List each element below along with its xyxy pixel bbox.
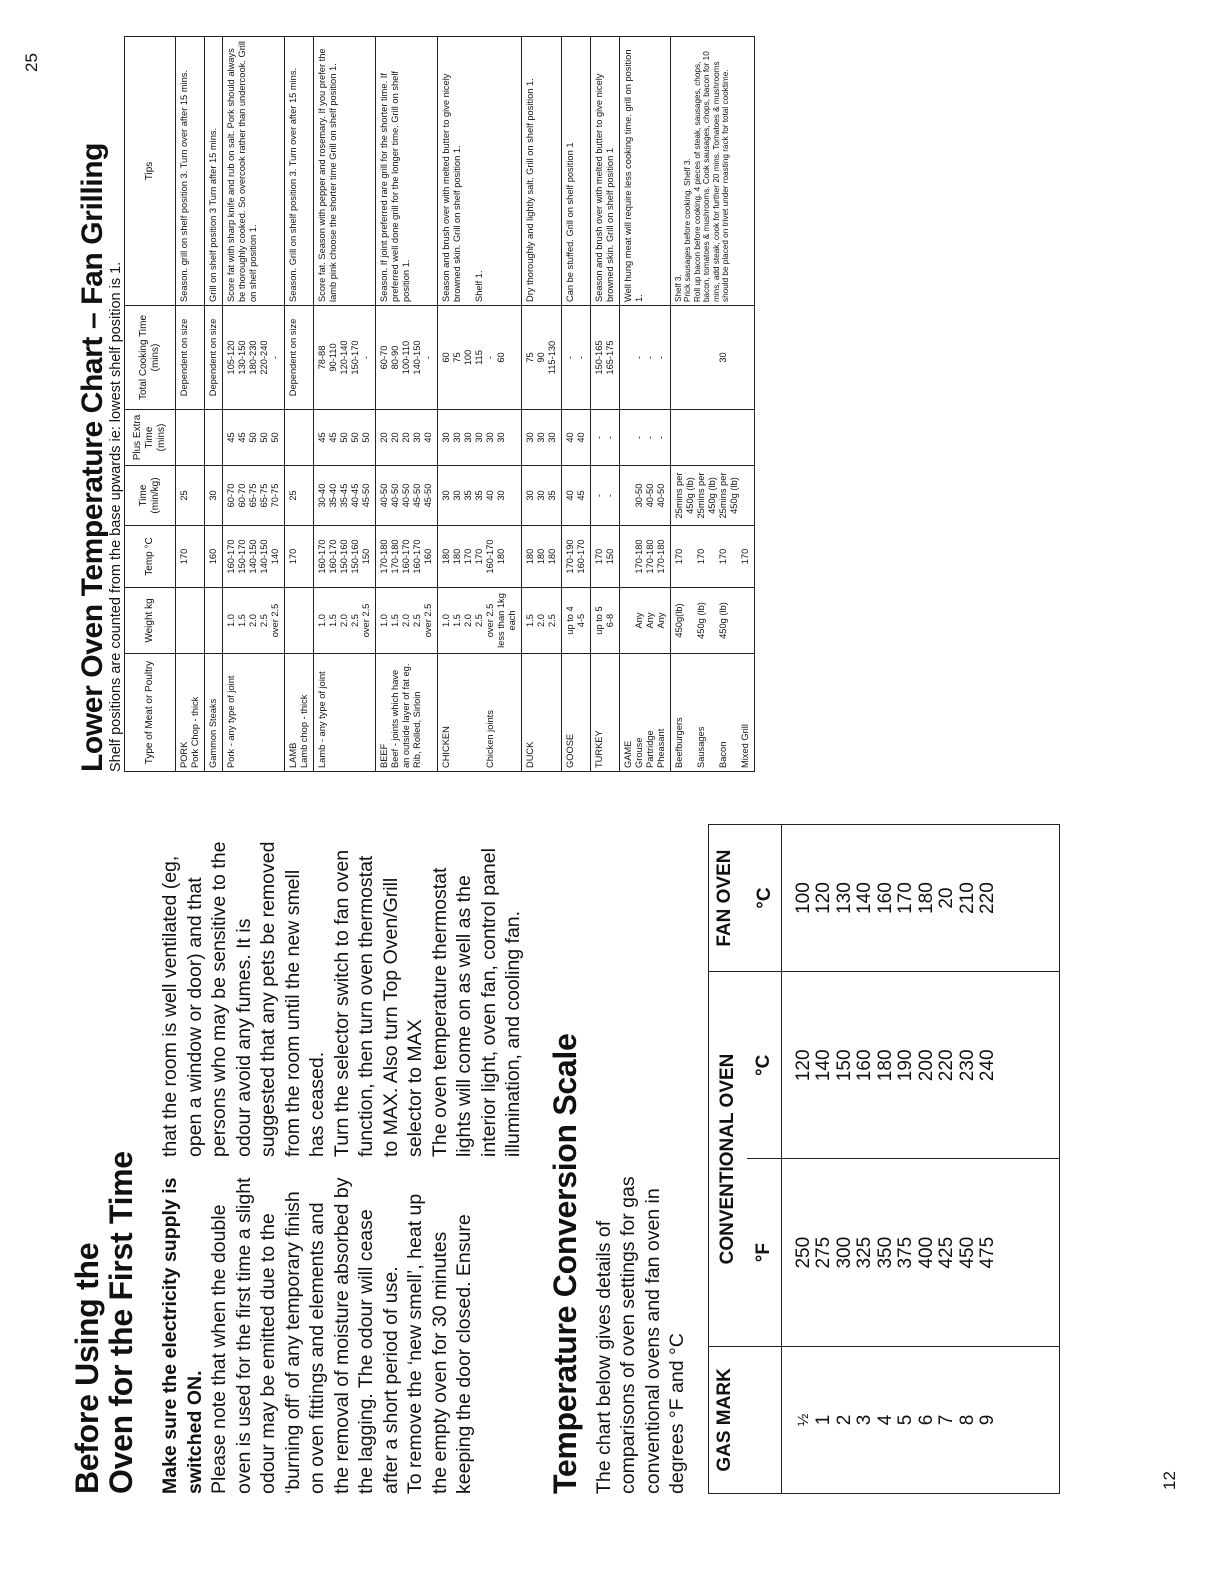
first-time-text — [158, 834, 526, 1494]
grilling-cell — [671, 410, 755, 466]
grilling-cell — [376, 466, 438, 526]
conversion-row — [958, 825, 979, 1494]
grilling-cell-text: Beefburgers Sausages Bacon Mixed Grill — [674, 717, 750, 768]
grilling-cell-text: - - - — [634, 435, 666, 440]
conversion-cell-f: 400 — [917, 1159, 938, 1346]
grilling-cell-text: LAMB Lamb chop - thick — [288, 694, 309, 768]
grilling-row — [522, 37, 562, 772]
grilling-cell — [285, 306, 314, 410]
grilling-cell-text: Grill on shelf position 3 Turn after 15 mins. — [208, 127, 218, 302]
grilling-cell — [314, 526, 376, 588]
bold-intro: Make sure the electricity supply is switched ON. — [159, 1177, 206, 1494]
grilling-cell-text: Pork - any type of joint — [226, 675, 236, 768]
grilling-cell-text: PORK Pork Chop - thick — [179, 696, 200, 768]
grilling-cell-text: Dry thoroughly and lightly salt. Grill on shelf position 1. — [525, 78, 535, 302]
conversion-cell-f: 275 — [814, 1159, 835, 1346]
conversion-cell-gas: 2 — [835, 1346, 856, 1493]
grilling-cell-text: 1.0 1.5 2.0 2.5 over 2.5 less than 1kg each — [441, 593, 517, 648]
grilling-cell-text: Dependent on size — [208, 318, 218, 397]
grilling-cell — [438, 410, 522, 466]
grilling-cell-text: 1.0 1.5 2.0 2.5 over 2.5 — [226, 603, 280, 638]
conversion-cell-f: 250 — [781, 1159, 814, 1346]
grilling-cell — [620, 37, 671, 306]
grilling-cell — [223, 526, 285, 588]
grilling-cell — [223, 410, 285, 466]
grilling-cell — [591, 37, 620, 306]
grilling-cell-text: 170 — [179, 548, 189, 565]
grilling-cell — [671, 306, 755, 410]
grilling-header-cell: Time (min/kg) — [125, 466, 176, 526]
conversion-cell-c: 200 — [917, 972, 938, 1159]
grilling-cell — [223, 466, 285, 526]
grilling-cell-text: - - — [565, 355, 586, 360]
grilling-cell-text: 60-70 80-90 100-110 140-150 - — [379, 340, 433, 375]
grilling-cell-text: Gammon Steaks — [208, 698, 218, 768]
conversion-cell-gas: 1 — [814, 1346, 835, 1493]
grilling-cell-text: 30 30 30 30 30 30 — [441, 432, 506, 443]
grilling-table — [124, 36, 755, 772]
grilling-cell-text: 180 180 180 — [525, 548, 557, 565]
grilling-cell — [438, 37, 522, 306]
conversion-cell-gas: 6 — [917, 1346, 938, 1493]
title-line-2: Oven for the First Time — [103, 1151, 139, 1494]
conversion-cell-gas: 5 — [896, 1346, 917, 1493]
grilling-cell — [285, 654, 314, 772]
grilling-cell — [205, 526, 223, 588]
conversion-cell-gas: 9 — [978, 1346, 1059, 1493]
paragraph-3: Turn the selector switch to fan oven function, then turn oven thermostat to MAX. Also turn Top Oven/Grill selector to MAX — [330, 849, 426, 1157]
grilling-cell-text: DUCK — [525, 741, 535, 768]
grilling-cell — [285, 588, 314, 654]
grilling-cell-text: GAME Grouse Partridge Pheasant — [623, 728, 666, 768]
grilling-cell-text: 25 — [288, 490, 298, 501]
grilling-cell — [591, 410, 620, 466]
grilling-cell — [285, 526, 314, 588]
grilling-cell-text: CHICKEN Chicken joints — [441, 710, 495, 768]
grilling-header-cell: Type of Meat or Poultry — [125, 654, 176, 772]
c-header: °C — [747, 972, 781, 1159]
grilling-cell-text: 30 — [208, 490, 218, 501]
fan-oven-header — [708, 825, 781, 972]
right-page — [78, 42, 755, 772]
conversion-cell-gas: 8 — [958, 1346, 979, 1493]
grilling-cell-text: 160 — [208, 548, 218, 565]
conversion-row — [835, 825, 856, 1494]
grilling-row — [671, 37, 755, 772]
grilling-cell — [205, 410, 223, 466]
grilling-header-cell: Weight kg — [125, 588, 176, 654]
grilling-cell-text: - - — [594, 493, 615, 498]
conversion-cell-gas: 3 — [855, 1346, 876, 1493]
conversion-row — [876, 825, 897, 1494]
conversion-cell-c: 220 — [937, 972, 958, 1159]
grilling-cell — [438, 588, 522, 654]
grilling-cell — [438, 466, 522, 526]
grilling-cell-text: Season. grill on shelf position 3. Turn over after 15 mins. — [179, 69, 189, 302]
conversion-row — [917, 825, 938, 1494]
conversion-cell-fan: 140 — [855, 825, 876, 972]
conversion-cell-fan: 180 — [917, 825, 938, 972]
conversion-row — [781, 825, 814, 1494]
grilling-cell — [176, 526, 205, 588]
grilling-cell — [176, 37, 205, 306]
conversion-cell-gas: 4 — [876, 1346, 897, 1493]
grilling-cell — [314, 654, 376, 772]
grilling-cell — [285, 410, 314, 466]
grilling-cell — [205, 654, 223, 772]
grilling-row — [285, 37, 314, 772]
grilling-rows — [176, 37, 755, 772]
grilling-cell-text: 30-40 35-40 35-45 40-45 45-50 — [317, 483, 371, 508]
conversion-row — [896, 825, 917, 1494]
grilling-cell — [671, 37, 755, 306]
conversion-cell-fan: 210 — [958, 825, 979, 972]
conversion-title: Temperature Conversion Scale — [546, 1033, 583, 1494]
grilling-cell — [591, 654, 620, 772]
grilling-cell — [376, 588, 438, 654]
grilling-cell-text: Well hung meat will require less cooking time. grill on position 1. — [623, 49, 644, 302]
paragraph-4: The oven temperature thermostat lights will come on as well as the interior light, oven fan, control panel illumination, and cooling fan. — [428, 848, 524, 1157]
grilling-cell — [176, 466, 205, 526]
grilling-cell — [562, 466, 591, 526]
conversion-cell-f: 325 — [855, 1159, 876, 1346]
grilling-row — [205, 37, 223, 772]
grilling-cell-text: 25 — [179, 490, 189, 501]
conversion-cell-c: 120 — [781, 972, 814, 1159]
grilling-cell-text: GOOSE — [565, 733, 575, 768]
grilling-cell-text: Lamb - any type of joint — [317, 671, 327, 768]
conversion-cell-fan: 220 — [978, 825, 1059, 972]
grilling-cell-text: 1.0 1.5 2.0 2.5 over 2.5 — [317, 603, 371, 638]
grilling-cell-text: 170-180 170-180 170-180 — [634, 539, 666, 574]
grilling-cell-text: Season. Grill on shelf position 3. Turn over after 15 mins. — [288, 67, 298, 302]
grilling-cell — [522, 37, 562, 306]
grilling-cell — [562, 410, 591, 466]
grilling-row — [562, 37, 591, 772]
grilling-cell — [314, 37, 376, 306]
grilling-row — [223, 37, 285, 772]
grilling-cell-text: up to 5 6-8 — [594, 606, 615, 635]
grilling-cell-text: 1.0 1.5 2.0 2.5 over 2.5 — [379, 603, 433, 638]
conversion-rows — [781, 825, 1059, 1494]
grilling-cell-text: Dependent on size — [179, 318, 189, 397]
grilling-cell-text: 450g(lb) 450g (lb) 450g (lb) — [674, 602, 728, 639]
grilling-cell — [223, 654, 285, 772]
fan-oven-label: FAN OVEN — [713, 849, 735, 947]
conversion-cell-gas: 7 — [937, 1346, 958, 1493]
grilling-cell-text: 30 — [718, 352, 728, 363]
grilling-cell-text: 25mins per 450g (lb) 25mins per 450g (lb) 25mins per 450g (lb) — [674, 472, 739, 519]
grilling-cell-text: Score fat. Season with pepper and rosemary. If you prefer the lamb pink choose the shorter time Grill on shelf position 1. — [317, 48, 338, 302]
grilling-cell — [562, 306, 591, 410]
grilling-subtitle: Shelf positions are counted from the base upwards ie: lowest shelf position is 1. — [108, 261, 124, 772]
grilling-cell-text: 150-165 165-175 — [594, 340, 615, 375]
first-time-title — [70, 834, 138, 1494]
conversion-cell-fan: 170 — [896, 825, 917, 972]
grilling-header-cell: Plus Extra Time (mins) — [125, 410, 176, 466]
conversion-row — [814, 825, 835, 1494]
grilling-cell-text: up to 4 4-5 — [565, 606, 586, 635]
grilling-cell — [376, 37, 438, 306]
conversion-cell-f: 425 — [937, 1159, 958, 1346]
grilling-cell — [522, 466, 562, 526]
conversion-cell-c: 240 — [978, 972, 1059, 1159]
grilling-cell — [223, 306, 285, 410]
conversion-cell-f: 300 — [835, 1159, 856, 1346]
grilling-cell-text: 170-180 170-180 160-170 160-170 160 — [379, 539, 433, 574]
grilling-cell — [620, 588, 671, 654]
grilling-cell — [522, 306, 562, 410]
conversion-cell-fan: 160 — [876, 825, 897, 972]
grilling-cell-text: Season and brush over with melted butter to give nicely browned skin. Grill on shelf position 1 — [594, 73, 615, 302]
grilling-header-cell: Total Cooking Time (mins) — [125, 306, 176, 410]
grilling-cell — [285, 37, 314, 306]
grilling-cell — [562, 37, 591, 306]
grilling-row — [376, 37, 438, 772]
grilling-cell — [314, 466, 376, 526]
conversion-row — [937, 825, 958, 1494]
conversion-cell-fan: 130 — [835, 825, 856, 972]
grilling-cell-text: Can be stuffed. Grill on shelf position 1 — [565, 142, 575, 302]
grilling-cell-text: 40-50 40-50 40-50 45-50 45-50 — [379, 483, 433, 508]
grilling-cell-text: 170 — [288, 548, 298, 565]
grilling-cell — [205, 306, 223, 410]
conversion-cell-c: 160 — [855, 972, 876, 1159]
title-line-1: Before Using the — [69, 1242, 105, 1494]
fan-c-label: °C — [753, 887, 775, 909]
grilling-cell — [620, 306, 671, 410]
grilling-cell — [438, 526, 522, 588]
grilling-cell — [176, 654, 205, 772]
conversion-intro: The chart below gives details of comparisons of oven settings for gas conventional ovens and fan oven in degrees °F and °C — [592, 1176, 688, 1494]
grilling-cell — [438, 654, 522, 772]
grilling-cell-text: 160-170 160-170 150-160 150-160 150 — [317, 539, 371, 574]
grilling-cell — [223, 588, 285, 654]
grilling-cell — [314, 306, 376, 410]
conversion-cell-fan: 100 — [781, 825, 814, 972]
gas-mark-header: GAS MARK — [708, 1346, 781, 1493]
grilling-cell-text: 45 45 50 50 50 — [317, 432, 371, 443]
grilling-cell-text: 180 180 170 170 160-170 180 — [441, 539, 506, 574]
text-column-2 — [158, 834, 526, 1157]
grilling-cell — [285, 466, 314, 526]
grilling-cell — [620, 466, 671, 526]
f-header: °F — [747, 1159, 781, 1346]
grilling-cell-text: Shelf 3. Prick sausages before cooking. Shelf 3. Roll up bacon before cooking. 4 pieces of steak, sausages, chops, bacon, tomatoes & mushrooms. Cook sausages, chops, bacon for 10 mins, add steak, cook for further 20 mins. Tomatoes & mushrooms should be placed on trivet under roasting rack for total cooktime. — [674, 51, 731, 302]
grilling-cell — [522, 588, 562, 654]
conventional-header: CONVENTIONAL OVEN — [708, 972, 747, 1347]
grilling-cell-text: BEEF Beef - joints which have an outside layer of fat eg. Rib, Rolled, Sirloin — [379, 663, 422, 768]
grilling-cell — [314, 588, 376, 654]
grilling-cell — [205, 466, 223, 526]
grilling-cell-text: Season and brush over with melted butter to give nicely browned skin. Grill on shelf position 1. Shelf 1. — [441, 73, 484, 302]
grilling-cell — [562, 588, 591, 654]
grilling-cell-text: 45 45 50 50 50 — [226, 432, 280, 443]
grilling-cell — [620, 654, 671, 772]
conversion-row — [978, 825, 1059, 1494]
conversion-cell-f: 450 — [958, 1159, 979, 1346]
conversion-cell-c: 150 — [835, 972, 856, 1159]
grilling-cell-text: Any Any Any — [634, 612, 666, 629]
grilling-cell — [671, 466, 755, 526]
grilling-cell-text: Dependent on size — [288, 318, 298, 397]
grilling-cell-text: 170-190 160-170 — [565, 539, 586, 574]
grilling-cell — [671, 654, 755, 772]
paragraph-2-start: To remove the ‘new smell’, heat up the empty oven for 30 minutes keeping the door closed. Ensure — [404, 1193, 475, 1494]
grilling-cell — [522, 654, 562, 772]
grilling-cell — [176, 306, 205, 410]
grilling-cell-text: - - — [594, 435, 615, 440]
grilling-cell-text: 170 170 170 170 — [674, 548, 750, 565]
grilling-cell-text: 170 150 — [594, 548, 615, 565]
grilling-row — [314, 37, 376, 772]
conversion-cell-c: 180 — [876, 972, 897, 1159]
conversion-cell-f: 475 — [978, 1159, 1059, 1346]
grilling-cell — [314, 410, 376, 466]
grilling-cell-text: TURKEY — [594, 730, 604, 768]
grilling-cell-text: 20 20 20 30 40 — [379, 432, 433, 443]
grilling-cell — [176, 588, 205, 654]
grilling-cell-text: 105-120 130-150 180-230 220-240 - — [226, 340, 280, 375]
conversion-cell-c: 140 — [814, 972, 835, 1159]
grilling-cell-text: 30-50 40-50 40-50 — [634, 483, 666, 508]
grilling-header-row — [125, 37, 176, 772]
conversion-row — [855, 825, 876, 1494]
conversion-cell-c: 230 — [958, 972, 979, 1159]
grilling-row — [176, 37, 205, 772]
grilling-cell-text: 30 30 30 — [525, 432, 557, 443]
page-number-left: 12 — [1160, 1471, 1179, 1490]
grilling-cell — [620, 526, 671, 588]
grilling-cell-text: 60-70 60-70 65-75 65-75 70-75 — [226, 483, 280, 508]
grilling-row — [591, 37, 620, 772]
grilling-cell — [376, 654, 438, 772]
grilling-cell-text: 75 90 115-130 — [525, 340, 557, 375]
grilling-cell — [562, 526, 591, 588]
grilling-cell-text: 1.5 2.0 2.5 — [525, 614, 557, 627]
grilling-cell-text: 30 30 35 35 40 30 — [441, 490, 506, 501]
conversion-cell-c: 190 — [896, 972, 917, 1159]
grilling-cell — [376, 306, 438, 410]
conversion-cell-fan: 120 — [814, 825, 835, 972]
grilling-header-cell: Tips — [125, 37, 176, 306]
grilling-row — [620, 37, 671, 772]
conversion-cell-f: 350 — [876, 1159, 897, 1346]
grilling-cell — [438, 306, 522, 410]
grilling-cell — [522, 526, 562, 588]
page-number-right: 25 — [22, 53, 41, 72]
grilling-cell — [591, 588, 620, 654]
grilling-cell — [620, 410, 671, 466]
grilling-cell — [376, 410, 438, 466]
grilling-row — [438, 37, 522, 772]
grilling-cell-text: 40 45 — [565, 490, 586, 501]
grilling-cell-text: 78-88 90-110 120-140 150-170 - — [317, 340, 371, 375]
grilling-cell — [591, 526, 620, 588]
conversion-table — [708, 824, 1060, 1494]
conversion-cell-gas: ½ — [781, 1346, 814, 1493]
grilling-cell-text: 40 40 — [565, 432, 586, 443]
grilling-cell-text: - - - — [634, 355, 666, 360]
conversion-cell-fan: 20 — [937, 825, 958, 972]
grilling-cell — [591, 466, 620, 526]
grilling-cell — [671, 588, 755, 654]
grilling-header-cell: Temp °C — [125, 526, 176, 588]
grilling-cell — [376, 526, 438, 588]
grilling-cell — [205, 37, 223, 306]
grilling-title: Lower Oven Temperature Chart – Fan Grilling — [76, 142, 109, 772]
grilling-cell — [223, 37, 285, 306]
grilling-cell — [522, 410, 562, 466]
paragraph-1: Please note that when the double oven is used for the first time a slight odour may be emitted due to the ‘burning off’ of any temporary finish on oven fittings and elements and the removal of moisture absorbed by the lagging. The odour will cease after a short period of use. — [208, 1177, 402, 1494]
grilling-cell-text: 60 75 100 115 - 60 — [441, 349, 506, 366]
left-page — [70, 834, 1150, 1494]
paragraph-2-cont: that the room is well ventilated (eg, open a window or door) and that persons who may be sensitive to the odour avoid any fumes. It is suggested that any pets be removed from the room until the new smell has ceased. — [159, 841, 328, 1157]
grilling-cell — [205, 588, 223, 654]
grilling-cell — [591, 306, 620, 410]
grilling-cell — [671, 526, 755, 588]
text-column-1 — [158, 1171, 526, 1494]
grilling-cell-text: 160-170 150-170 140-150 140-150 140 — [226, 539, 280, 574]
grilling-cell — [176, 410, 205, 466]
conversion-cell-f: 375 — [896, 1159, 917, 1346]
grilling-cell-text: Season. If joint preferred rare grill for the shorter time. If preferred well done grill for the longer time. Grill on shelf position 1. — [379, 71, 411, 302]
grilling-cell-text: Score fat with sharp knife and rub on salt. Pork should always be thoroughly cooked. So overcook rather than undercook. Grill on shelf position 1. — [226, 41, 258, 302]
grilling-cell — [562, 654, 591, 772]
grilling-cell-text: 30 30 35 — [525, 490, 557, 501]
